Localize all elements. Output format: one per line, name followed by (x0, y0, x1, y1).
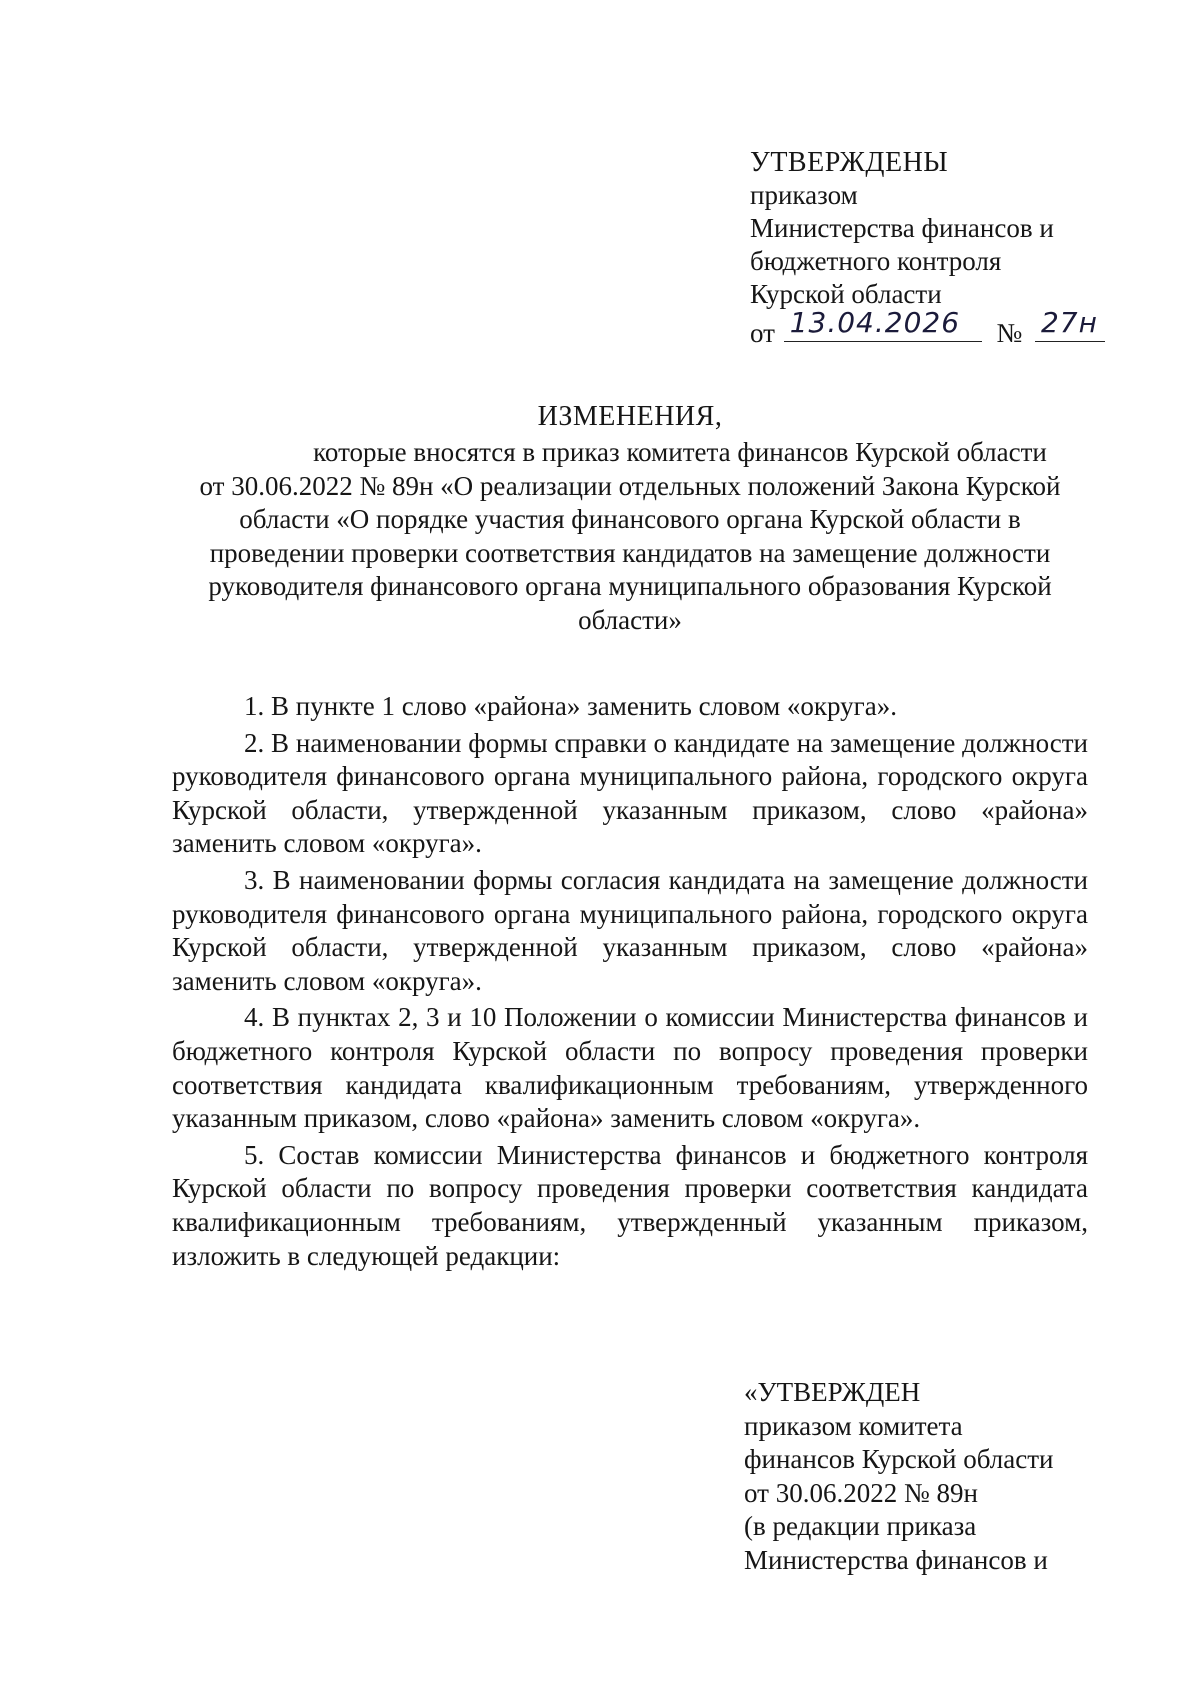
item-paragraph: 5. Состав комиссии Министерства финансов и бюджетного контроля Курской области по вопросу проведения проверки соответствия кандидата квалификационным требованиям, утвержденный указанным приказом, изложить в следующей редакции: (172, 1139, 1088, 1271)
subtitle-line: проведении проверки соответствия кандидатов на замещение должности (209, 537, 1051, 568)
nested-approval-line: «УТВЕРЖДЕН (744, 1377, 921, 1407)
approval-line: Курской области (750, 279, 942, 309)
subtitle-line: области» (578, 604, 682, 635)
approval-block (750, 146, 1130, 347)
approval-line: бюджетного контроля (750, 246, 1002, 276)
date-prefix: от (750, 318, 775, 348)
nested-approval-line: финансов Курской области (744, 1444, 1054, 1474)
document-title: ИЗМЕНЕНИЯ, (537, 401, 723, 432)
subtitle-line: которые вносятся в приказ комитета финансов Курской области (313, 437, 1047, 467)
document-body (172, 690, 1088, 1276)
document-subtitle (170, 436, 1090, 637)
approval-line: приказом (750, 180, 858, 210)
subtitle-line: от 30.06.2022 № 89н «О реализации отдельных положений Закона Курской (199, 470, 1061, 501)
date-field (784, 306, 982, 342)
approval-line: Министерства финансов и (750, 213, 1054, 243)
approval-date-row (750, 306, 1130, 348)
subtitle-line: области «О порядке участия финансового органа Курской области в (239, 504, 1021, 534)
number-prefix: № (996, 318, 1023, 348)
item-paragraph: 4. В пунктах 2, 3 и 10 Положении о комиссии Министерства финансов и бюджетного контроля Курской области по вопросу проведения проверки соответствия кандидата квалификационным требованиям, утвержденного указанным приказом, слово «района» заменить словом «округа». (172, 1002, 1088, 1134)
handwritten-date: 13.04.2026 (789, 306, 961, 339)
nested-approval-line: Министерства финансов и (744, 1544, 1048, 1575)
item-paragraph: 1. В пункте 1 слово «района» заменить словом «округа». (244, 691, 897, 721)
nested-approval-line: приказом комитета (744, 1410, 963, 1441)
item-paragraph: 3. В наименовании формы согласия кандидата на замещение должности руководителя финансового органа муниципального района, городского округа Курской области, утвержденной указанным приказом, слово «района» заменить словом «округа». (172, 864, 1088, 996)
item-paragraph: 2. В наименовании формы справки о кандидате на замещение должности руководителя финансового органа муниципального района, городского округа Курской области, утвержденной указанным приказом, слово «района» заменить словом «округа». (172, 727, 1088, 859)
subtitle-line: руководителя финансового органа муниципального образования Курской (208, 571, 1052, 601)
approval-heading: УТВЕРЖДЕНЫ (750, 147, 949, 178)
nested-approval-line: от 30.06.2022 № 89н (744, 1477, 978, 1508)
nested-approval-line: (в редакции приказа (744, 1511, 977, 1541)
number-field (1035, 306, 1105, 342)
handwritten-number: 27н (1040, 306, 1098, 339)
nested-approval-block (744, 1376, 1144, 1577)
